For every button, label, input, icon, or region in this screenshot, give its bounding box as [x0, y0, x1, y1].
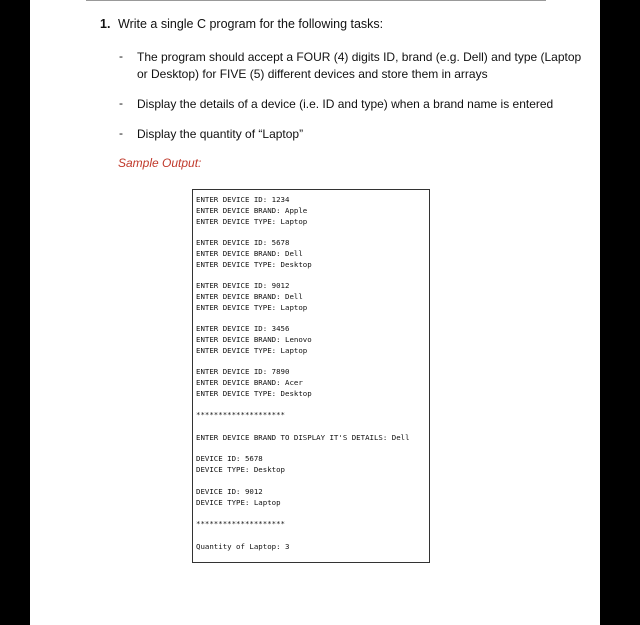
console-separator: ********************	[196, 519, 285, 528]
question-number: 1.	[100, 17, 111, 31]
console-line: ENTER DEVICE BRAND: Dell	[196, 292, 303, 301]
console-line: ENTER DEVICE TYPE: Desktop	[196, 389, 312, 398]
task-1-line-1: The program should accept a FOUR (4) digits ID, brand (e.g. Dell) and type (Laptop	[137, 50, 582, 64]
console-line: ENTER DEVICE BRAND: Lenovo	[196, 335, 312, 344]
sample-output-console	[192, 189, 430, 563]
page-top-rule	[86, 0, 546, 1]
task-3-bullet: -	[119, 126, 123, 140]
question-title: Write a single C program for the following tasks:	[118, 17, 384, 31]
console-line: DEVICE ID: 9012	[196, 487, 263, 496]
task-2-bullet: -	[119, 96, 123, 110]
console-line: ENTER DEVICE BRAND: Acer	[196, 378, 303, 387]
console-line: ENTER DEVICE TYPE: Laptop	[196, 217, 308, 226]
console-line: ENTER DEVICE ID: 3456	[196, 324, 290, 333]
console-line: ENTER DEVICE BRAND: Apple	[196, 206, 308, 215]
console-line: ENTER DEVICE ID: 7890	[196, 367, 290, 376]
task-2-line-1: Display the details of a device (i.e. ID and type) when a brand name is entered	[137, 97, 554, 111]
console-quantity-line: Quantity of Laptop: 3	[196, 542, 290, 551]
console-line: ENTER DEVICE ID: 9012	[196, 281, 290, 290]
console-line: ENTER DEVICE TYPE: Desktop	[196, 260, 312, 269]
console-line: ENTER DEVICE TYPE: Laptop	[196, 346, 308, 355]
console-line: ENTER DEVICE TYPE: Laptop	[196, 303, 308, 312]
console-line: DEVICE ID: 5678	[196, 454, 263, 463]
console-separator: ********************	[196, 410, 285, 419]
document-page	[30, 0, 600, 625]
console-line: DEVICE TYPE: Laptop	[196, 498, 281, 507]
task-1-bullet: -	[119, 49, 123, 63]
sample-output-label: Sample Output:	[118, 156, 202, 170]
console-brand-prompt: ENTER DEVICE BRAND TO DISPLAY IT'S DETAILS: Dell	[196, 433, 410, 442]
console-line: ENTER DEVICE ID: 5678	[196, 238, 290, 247]
console-line: ENTER DEVICE ID: 1234	[196, 195, 290, 204]
console-line: DEVICE TYPE: Desktop	[196, 465, 285, 474]
task-1-line-2: or Desktop) for FIVE (5) different devices and store them in arrays	[137, 67, 488, 81]
task-3-line-1: Display the quantity of “Laptop”	[137, 127, 304, 141]
console-line: ENTER DEVICE BRAND: Dell	[196, 249, 303, 258]
